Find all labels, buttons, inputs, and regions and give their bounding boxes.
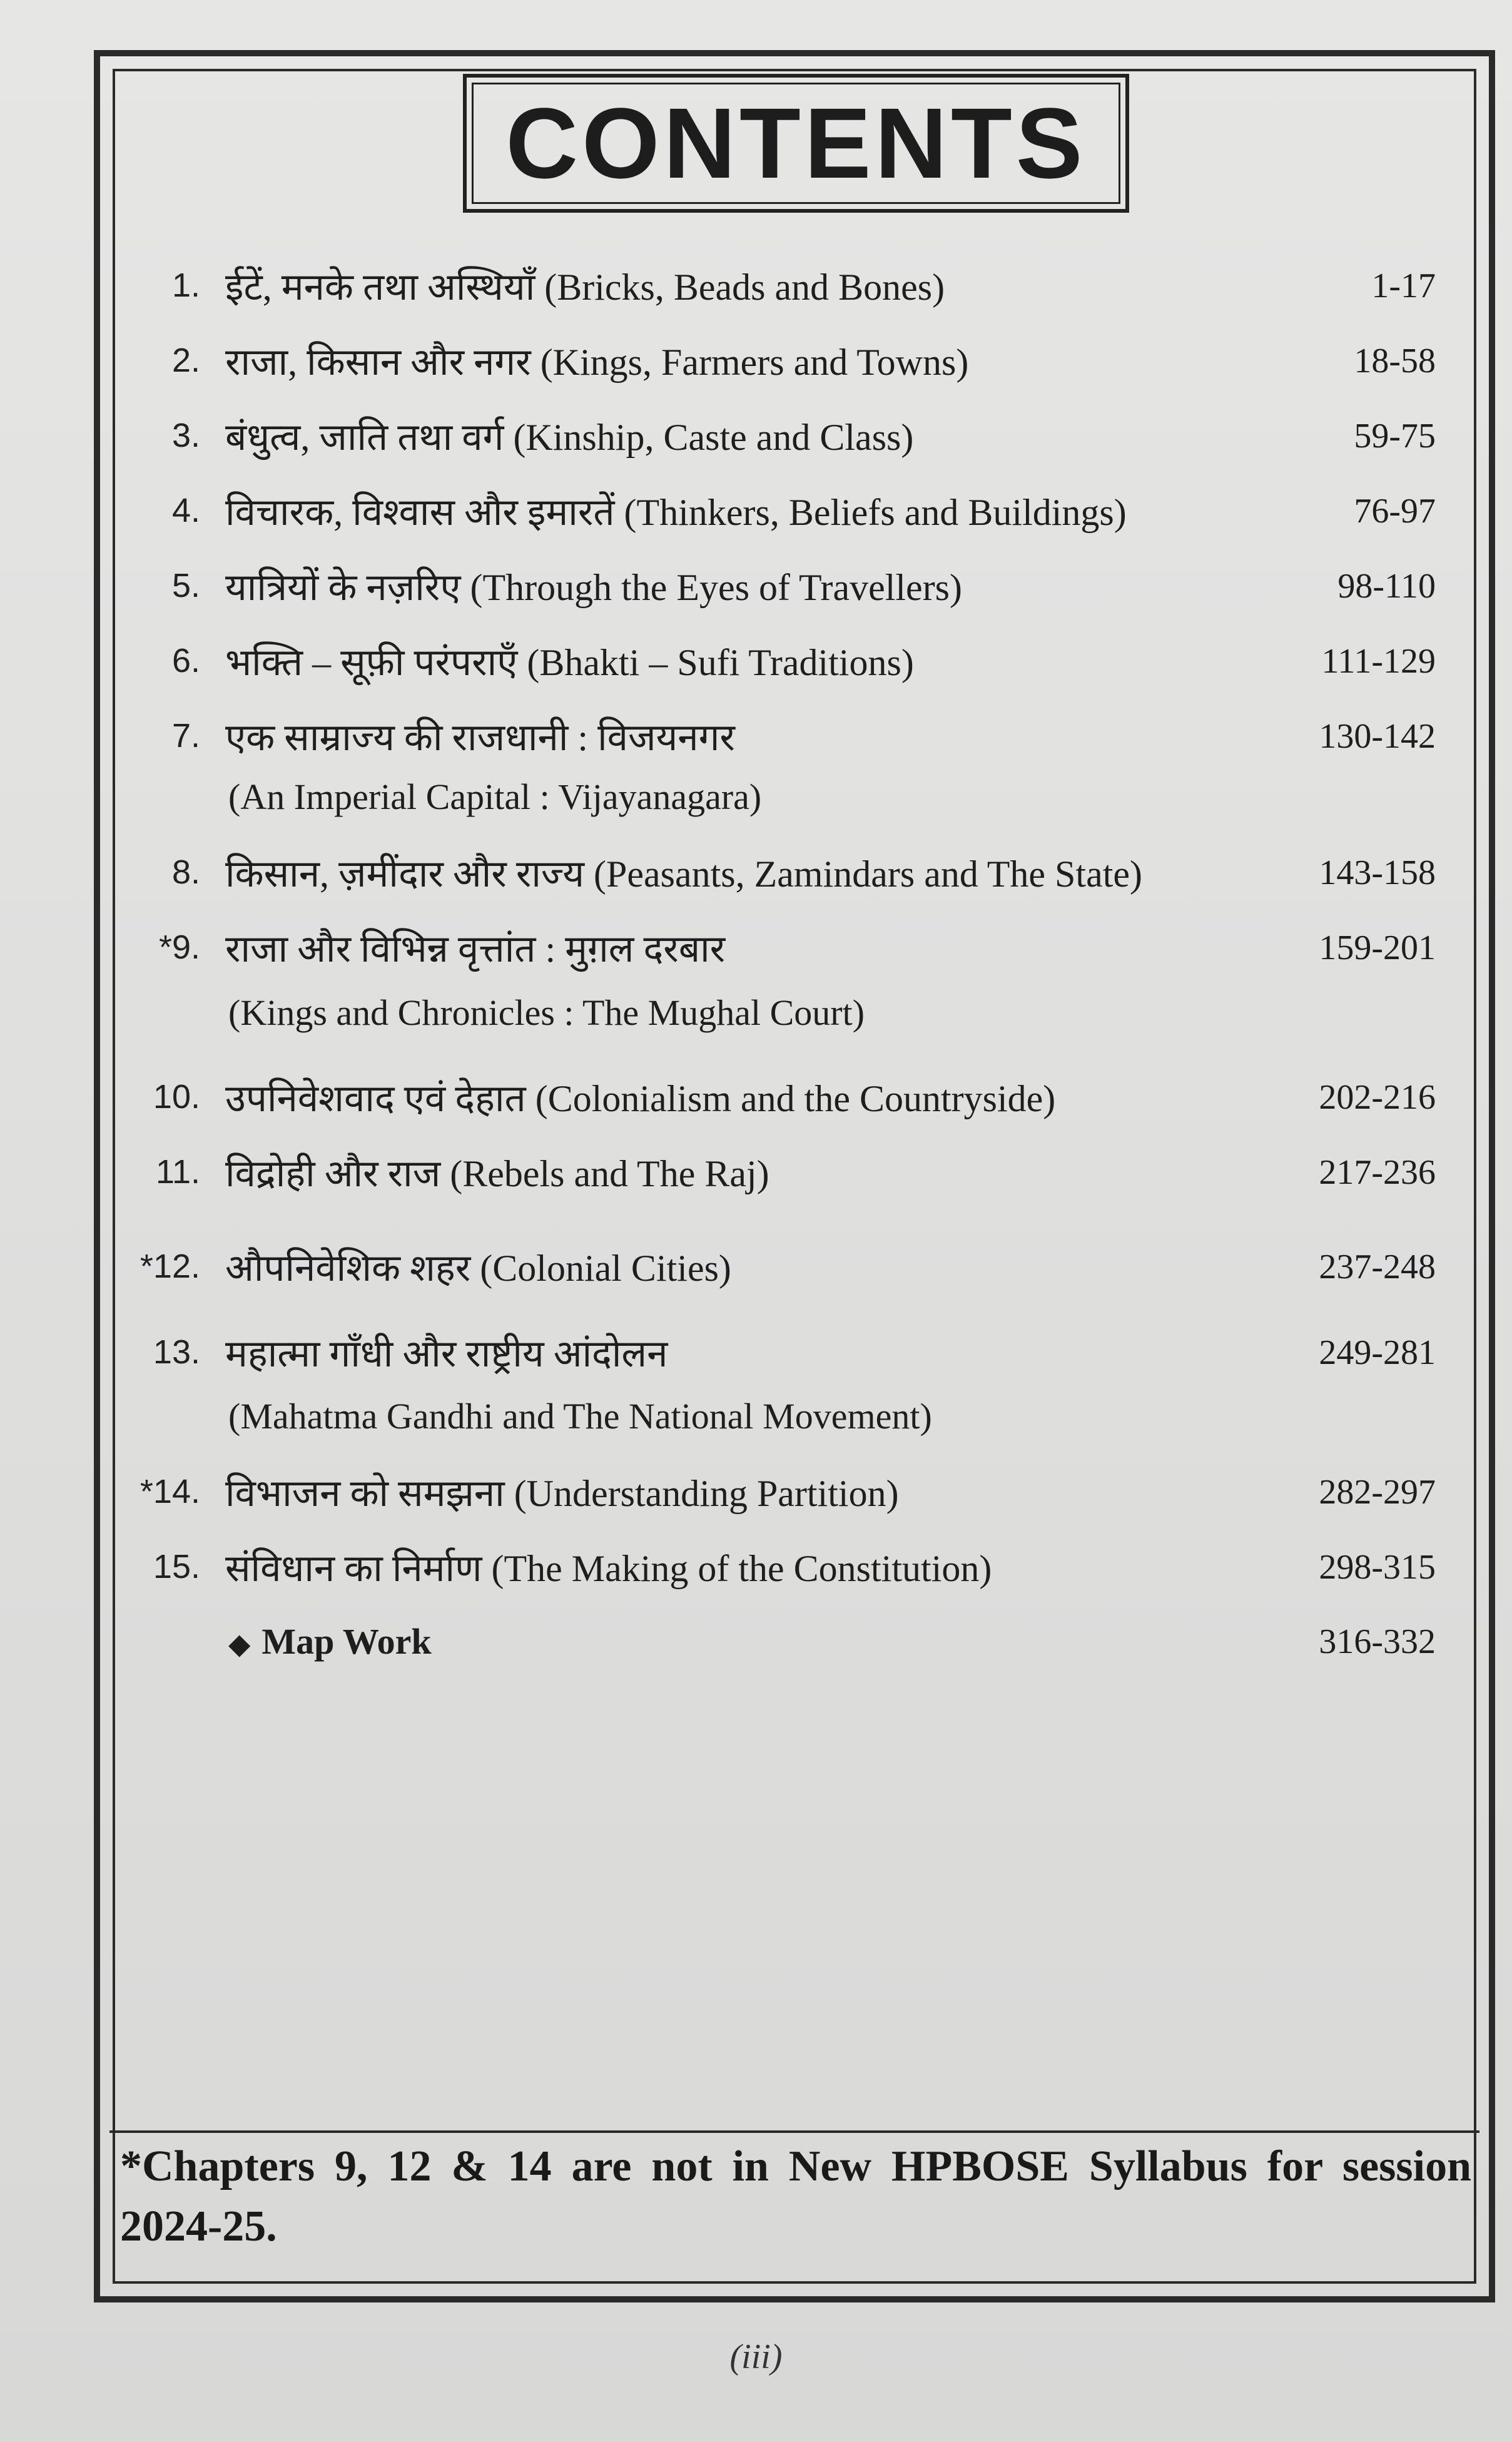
chapter-title: ईटें, मनके तथा अस्थियाँ (Bricks, Beads and Bones) (225, 267, 945, 308)
chapter-number: 4. (171, 492, 200, 529)
page-range: 249-281 (1319, 1333, 1436, 1372)
chapter-number: 5. (171, 567, 200, 604)
chapter-number: 7. (171, 717, 200, 755)
chapter-title: यात्रियों के नज़रिए (Through the Eyes of Travellers) (225, 567, 963, 608)
chapter-title: राजा, किसान और नगर (Kings, Farmers and Towns) (225, 342, 969, 383)
page-range: 59-75 (1354, 417, 1436, 455)
diamond-bullet-icon: ◆ (228, 1627, 251, 1661)
chapter-title: विचारक, विश्वास और इमारतें (Thinkers, Beliefs and Buildings) (225, 492, 1127, 533)
chapter-number: 2. (171, 342, 200, 379)
chapter-title-english: (Kings and Chronicles : The Mughal Court) (228, 992, 865, 1033)
syllabus-note: *Chapters 9, 12 & 14 are not in New HPBOSE Syllabus for session 2024-25. (120, 2142, 1471, 2251)
chapter-title: विभाजन को समझना (Understanding Partition) (225, 1473, 899, 1514)
chapter-title-english: (An Imperial Capital : Vijayanagara) (228, 776, 762, 817)
chapter-number: 8. (171, 853, 200, 891)
page-range: 143-158 (1319, 853, 1436, 892)
page-range: 1-17 (1371, 267, 1436, 305)
map-work-text: Map Work (261, 1621, 432, 1662)
page-range: 237-248 (1319, 1248, 1436, 1286)
chapter-number: 1. (171, 267, 200, 304)
page-range: 298-315 (1319, 1548, 1436, 1587)
chapter-title: औपनिवेशिक शहर (Colonial Cities) (225, 1248, 731, 1289)
chapter-number: 3. (171, 417, 200, 454)
page-number: (iii) (729, 2338, 783, 2376)
chapter-title: एक साम्राज्य की राजधानी : विजयनगर (225, 717, 735, 758)
map-work-label (228, 1620, 432, 1662)
chapter-number: 13. (153, 1333, 200, 1371)
page-title: CONTENTS (505, 87, 1087, 199)
chapter-title: राजा और विभिन्न वृत्तांत : मुग़ल दरबार (225, 928, 726, 970)
chapter-number: *12. (140, 1248, 200, 1285)
chapter-number: 11. (155, 1153, 200, 1191)
page-range: 76-97 (1354, 492, 1436, 531)
chapter-title: उपनिवेशवाद एवं देहात (Colonialism and the Countryside) (225, 1078, 1056, 1119)
chapter-title: विद्रोही और राज (Rebels and The Raj) (225, 1153, 769, 1194)
chapter-number: *14. (140, 1473, 200, 1510)
page-range: 159-201 (1319, 928, 1436, 967)
page-range: 316-332 (1319, 1622, 1436, 1661)
chapter-number: 6. (171, 642, 200, 679)
chapter-title: बंधुत्व, जाति तथा वर्ग (Kinship, Caste and Class) (225, 417, 914, 458)
chapter-title: किसान, ज़मींदार और राज्य (Peasants, Zamindars and The State) (225, 853, 1142, 895)
page-range: 130-142 (1319, 717, 1436, 756)
chapter-title-english: (Mahatma Gandhi and The National Movement) (228, 1396, 932, 1437)
chapter-number: 15. (153, 1548, 200, 1585)
page-range: 111-129 (1321, 642, 1436, 681)
page-range: 98-110 (1337, 567, 1436, 606)
note-divider (109, 2130, 1479, 2133)
chapter-title: संविधान का निर्माण (The Making of the Constitution) (225, 1548, 992, 1589)
page-range: 217-236 (1319, 1153, 1436, 1192)
page-range: 18-58 (1354, 342, 1436, 380)
chapter-title: महात्मा गाँधी और राष्ट्रीय आंदोलन (225, 1333, 668, 1375)
page-range: 282-297 (1319, 1473, 1436, 1512)
page-range: 202-216 (1319, 1078, 1436, 1117)
chapter-title: भक्ति – सूफ़ी परंपराएँ (Bhakti – Sufi Traditions) (225, 642, 914, 683)
chapter-number: *9. (158, 928, 200, 966)
chapter-number: 10. (153, 1078, 200, 1116)
